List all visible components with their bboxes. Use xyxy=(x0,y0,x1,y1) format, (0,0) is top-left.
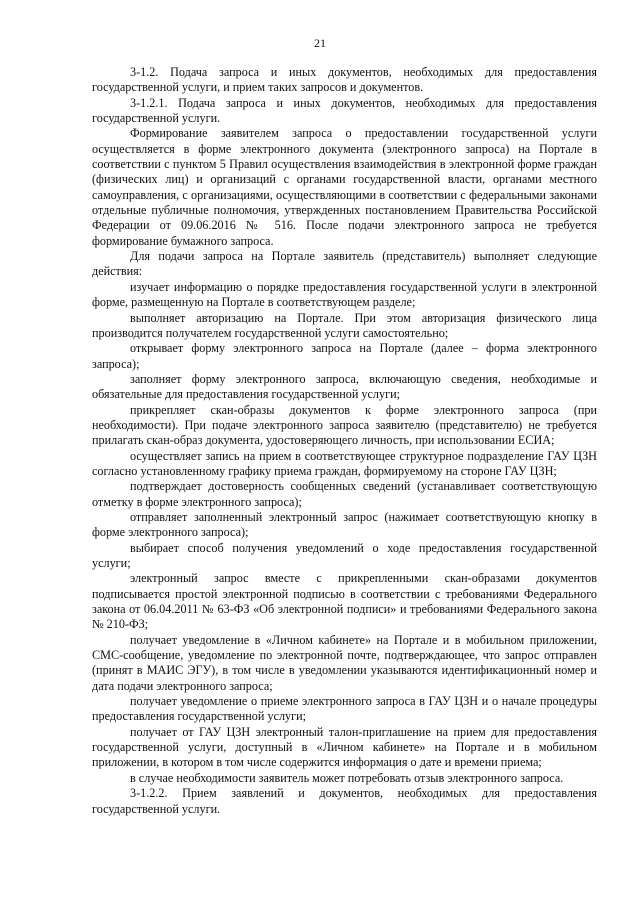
paragraph: 3-1.2.1. Подача запроса и иных документов, необходимых для предоставления государственной услуги. xyxy=(92,95,597,126)
paragraph: изучает информацию о порядке предоставления государственной услуги в электронной форме, размещенную на Портале в соответствующем разделе; xyxy=(92,279,597,310)
paragraph: получает уведомление в «Личном кабинете» на Портале и в мобильном приложении, СМС-сообщение, уведомление по электронной почте, подтверждающее, что запрос отправлен (принят в МАИС ЭГУ), в том числе в уведомлении указываются идентификационный номер и дата подачи электронного запроса; xyxy=(92,632,597,693)
paragraph: прикрепляет скан-образы документов к форме электронного запроса (при необходимости). При подаче электронного запроса заявителю (представителю) не требуется прилагать скан-образ документа, удостоверяющего личность, при использовании ЕСИА; xyxy=(92,402,597,448)
paragraph: в случае необходимости заявитель может потребовать отзыв электронного запроса. xyxy=(130,770,564,785)
paragraph: получает уведомление о приеме электронного запроса в ГАУ ЦЗН и о начале процедуры предоставления государственной услуги; xyxy=(92,694,597,724)
paragraph: получает от ГАУ ЦЗН электронный талон-приглашение на прием для предоставления государственной услуги, доступный в «Личном кабинете» на Портале и в мобильном приложении, в котором в том числе содержится информация о дате и времени приема; xyxy=(92,724,597,770)
paragraph: заполняет форму электронного запроса, включающую сведения, необходимые и обязательные для предоставления государственной услуги; xyxy=(92,371,597,402)
document-body xyxy=(92,65,597,817)
paragraph: отправляет заполненный электронный запрос (нажимает соответствующую кнопку в форме электронного запроса); xyxy=(92,509,597,540)
paragraph: электронный запрос вместе с прикрепленными скан-образами документов подписывается простой электронной подписью в соответствии с требованиями Федерального закона от 06.04.2011 № 63-ФЗ «Об электронной подписи» и требованиями Федерального закона № 210-ФЗ; xyxy=(92,571,597,632)
paragraph: осуществляет запись на прием в соответствующее структурное подразделение ГАУ ЦЗН согласно установленному графику приема граждан, формируемому на стороне ГАУ ЦЗН; xyxy=(92,448,597,478)
paragraph: Для подачи запроса на Портале заявитель (представитель) выполняет следующие действия: xyxy=(92,249,597,279)
paragraph: подтверждает достоверность сообщенных сведений (устанавливает соответствующую отметку в форме электронного запроса); xyxy=(92,479,597,509)
paragraph: выбирает способ получения уведомлений о ходе предоставления государственной услуги; xyxy=(92,540,597,570)
paragraph: 3-1.2. Подача запроса и иных документов, необходимых для предоставления государственной услуги, и прием таких запросов и документов. xyxy=(92,65,597,95)
paragraph: открывает форму электронного запроса на Портале (далее – форма электронного запроса); xyxy=(92,341,597,371)
paragraph: Формирование заявителем запроса о предоставлении государственной услуги осуществляется в форме электронного документа (электронного запроса) на Портале в соответствии с пунктом 5 Правил осуществления взаимодействия в электронной форме граждан (физических лиц) и организаций с органами государственной власти, органами местного самоуправления, с организациями, осуществляющими в соответствии с федеральными законами отдельные публичные полномочия, утвержденных постановлением Правительства Российской Федерации от 09.06.2016 № 516. После подачи электронного запроса не требуется формирование бумажного запроса. xyxy=(92,126,597,248)
page-number: 21 xyxy=(314,36,326,50)
paragraph: 3-1.2.2. Прием заявлений и документов, необходимых для предоставления государственной услуги. xyxy=(92,786,597,816)
paragraph: выполняет авторизацию на Портале. При этом авторизация физического лица производится получателем государственной услуги самостоятельно; xyxy=(92,310,597,340)
